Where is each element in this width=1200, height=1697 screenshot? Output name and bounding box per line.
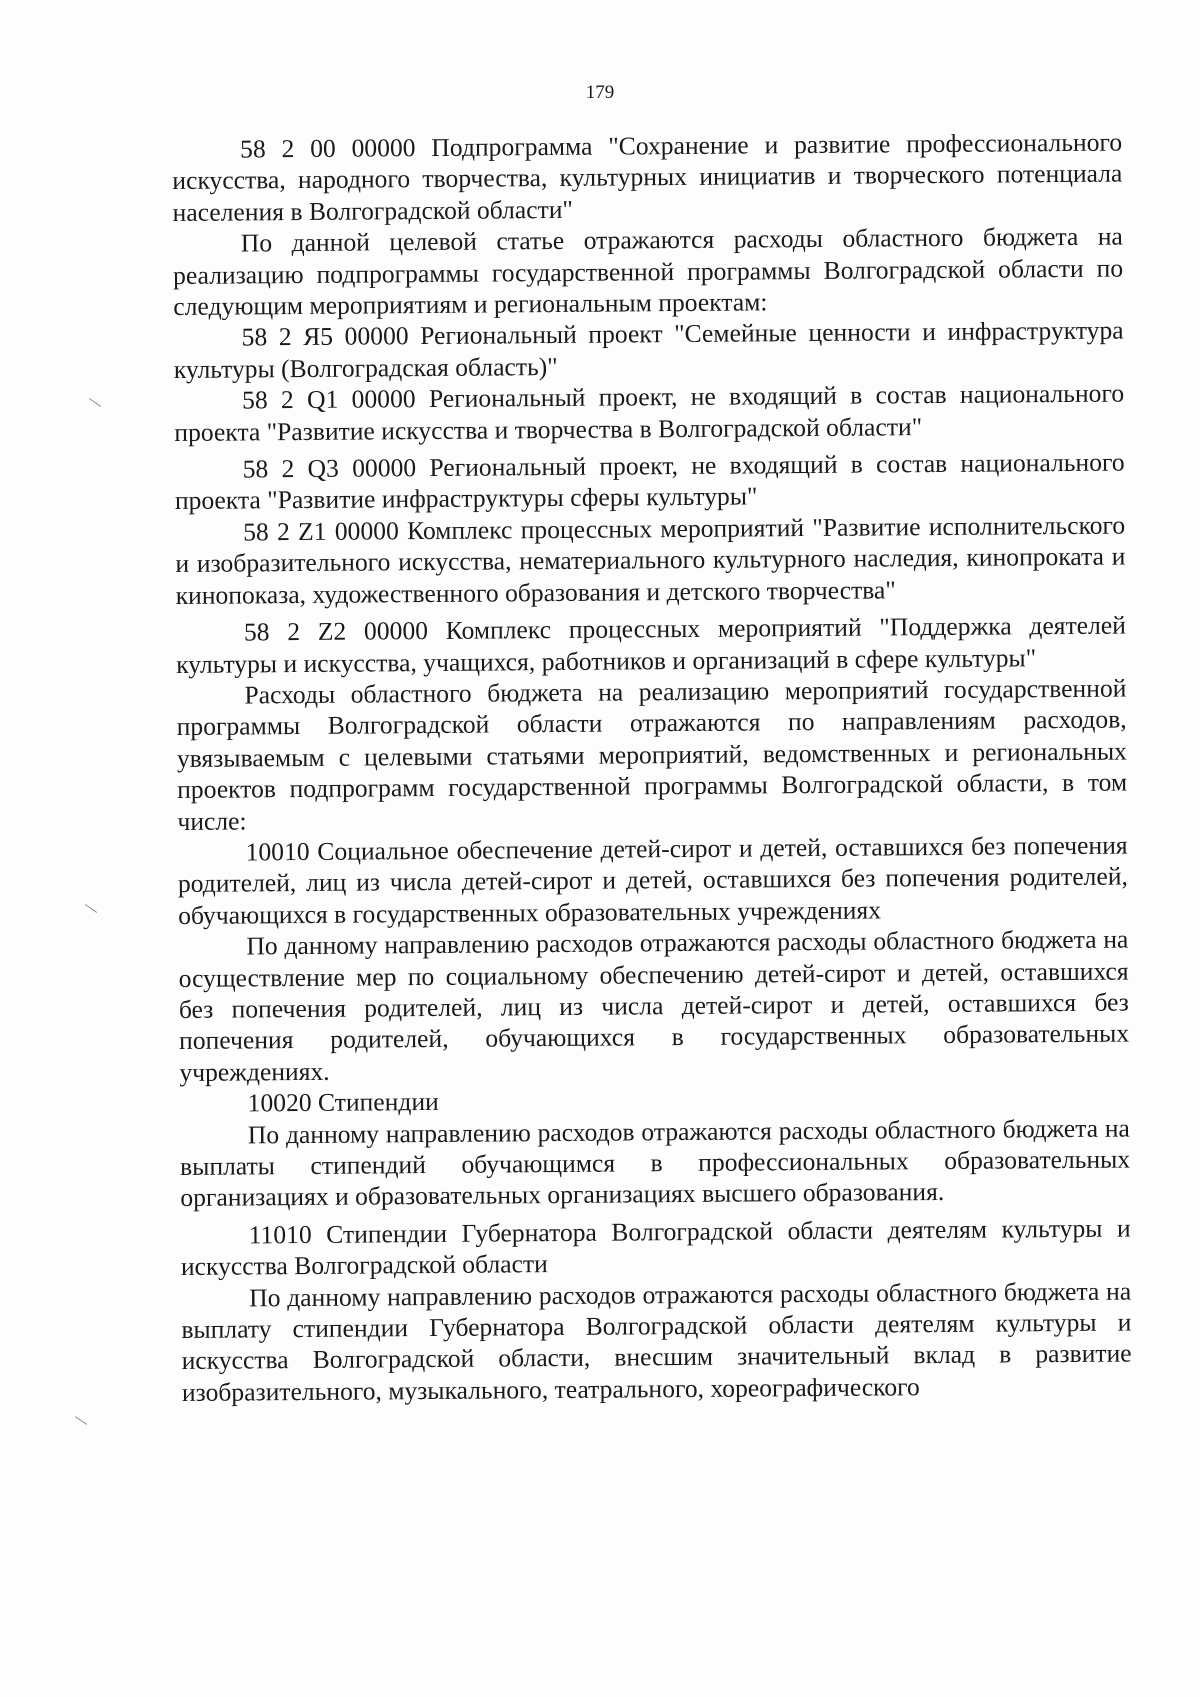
- paragraph-complex-58-2-z2: 58 2 Z2 00000 Комплекс процессных мероприятий "Поддержка деятелей культуры и искусства, учащихся, работников и организаций в сфере культуры": [176, 610, 1127, 679]
- paragraph-target-article-description: По данной целевой статье отражаются расходы областного бюджета на реализацию подпрограммы государственной программы Волгоградской области по следующим мероприятиям и региональным проектам:: [172, 221, 1124, 322]
- paragraph-direction-11010: 11010 Стипендии Губернатора Волгоградской области деятелям культуры и искусства Волгоградской области: [180, 1213, 1131, 1282]
- page-number: 179: [585, 82, 615, 103]
- paragraph-subprogram-58-2-00: 58 2 00 00000 Подпрограмма "Сохранение и развитие профессионального искусства, народного творчества, культурных инициатив и творческого потенциала населения в Волгоградской области": [172, 127, 1123, 227]
- paragraph-direction-11010-description: По данному направлению расходов отражаются расходы областного бюджета на выплату стипендии Губернатора Волгоградской области деятелям культуры и искусства Волгоградской области, внесшим значительный вклад в развитие изобразительного, музыкального, театрального, хореографического: [181, 1276, 1132, 1407]
- paragraph-expense-directions: Расходы областного бюджета на реализацию мероприятий государственной программы Волгоградской области отражаются по направлениям расходов, увязываемым с целевыми статьями мероприятий, ведомственных и региональных проектов подпрограмм государственной программы Волгоградской области, в том числе:: [176, 673, 1128, 836]
- document-body: [172, 127, 1132, 1409]
- paragraph-project-58-2-q3: 58 2 Q3 00000 Региональный проект, не входящий в состав национального проекта "Развитие инфраструктуры сферы культуры": [174, 447, 1125, 516]
- paragraph-direction-10010-description: По данному направлению расходов отражаются расходы областного бюджета на осуществление мер по социальному обеспечению детей-сирот и детей, оставшихся без попечения родителей, лиц из числа детей-сирот и детей, оставшихся без попечения родителей, обучающихся в государственных образовательных учреждениях.: [178, 924, 1130, 1087]
- paragraph-direction-10010: 10010 Социальное обеспечение детей-сирот и детей, оставшихся без попечения родителей, лиц из числа детей-сирот и детей, оставшихся без попечения родителей, обучающихся в государственных образовательных учреждениях: [177, 830, 1128, 930]
- paragraph-project-58-2-q1: 58 2 Q1 00000 Региональный проект, не входящий в состав национального проекта "Развитие искусства и творчества в Волгоградской области": [174, 378, 1125, 447]
- scan-artifact-mark: [89, 398, 101, 407]
- paragraph-complex-58-2-z1: 58 2 Z1 00000 Комплекс процессных мероприятий "Развитие исполнительского и изобразительного искусства, нематериального культурного наследия, кинопроката и кинопоказа, художественного образования и детского творчества": [175, 510, 1126, 610]
- scan-artifact-mark: [75, 1416, 87, 1425]
- scan-artifact-mark: [85, 904, 97, 913]
- paragraph-direction-10020-description: По данному направлению расходов отражаются расходы областного бюджета на выплаты стипендий обучающимся в профессиональных образовательных организациях и образовательных организациях высшего образования.: [179, 1113, 1131, 1213]
- paragraph-direction-10020: 10020 Стипендии: [247, 1087, 439, 1118]
- paragraph-project-58-2-ya5: 58 2 Я5 00000 Региональный проект "Семейные ценности и инфраструктура культуры (Волгоградская область)": [173, 315, 1124, 384]
